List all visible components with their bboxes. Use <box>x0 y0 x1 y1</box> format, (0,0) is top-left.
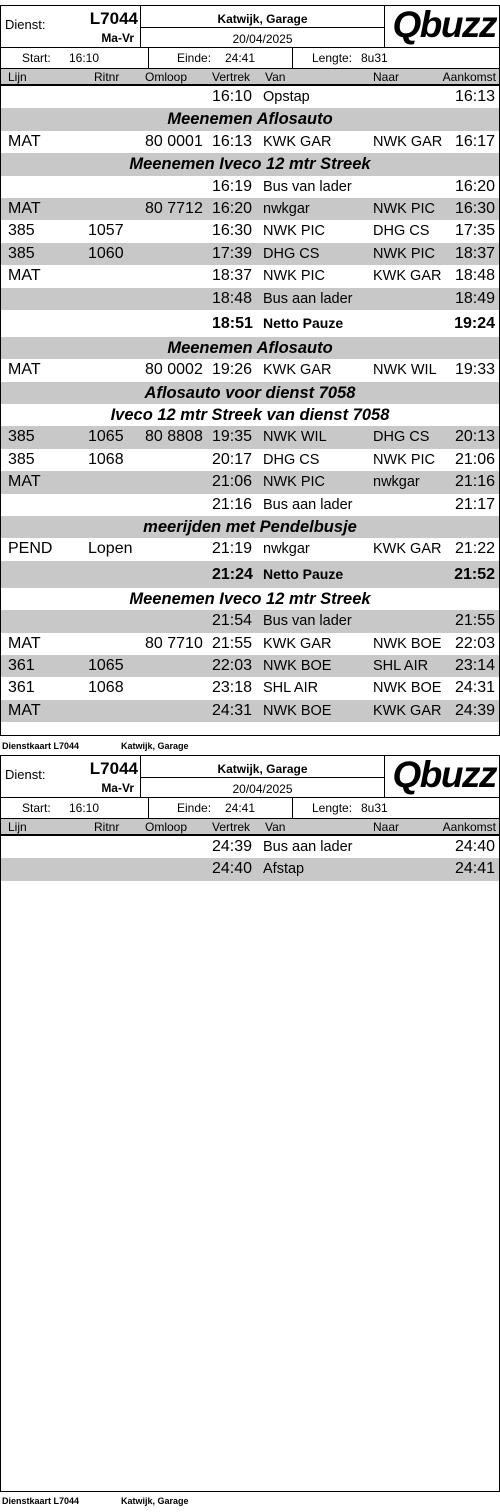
col-aankomst: Aankomst <box>442 70 496 84</box>
section-heading: Meenemen Aflosauto <box>167 338 333 357</box>
card-header <box>1 756 499 798</box>
dienst-days: Ma-Vr <box>101 31 134 45</box>
table-row <box>1 471 499 493</box>
cell-vertrek: 21:55 <box>212 634 253 652</box>
cell-naar: DHG CS <box>373 223 430 240</box>
cell-aankomst: 20:13 <box>454 428 495 446</box>
cell-van: NWK BOE <box>263 702 332 719</box>
cell-aankomst: 21:17 <box>454 495 495 513</box>
dienst-number: L7044 <box>89 9 138 28</box>
table-row <box>1 359 499 381</box>
cell-lijn: PEND <box>8 540 53 558</box>
cell-vertrek: 16:10 <box>212 88 253 105</box>
cell-van: DHG CS <box>263 245 320 262</box>
cell-van: nwkgar <box>263 541 310 558</box>
cell-vertrek: 21:54 <box>212 612 253 630</box>
table-row <box>1 426 499 448</box>
col-omloop: Omloop <box>145 820 188 834</box>
cell-lijn: MAT <box>8 132 41 150</box>
cell-vertrek: 24:40 <box>212 860 253 878</box>
cell-vertrek: 18:48 <box>212 289 253 307</box>
cell-omloop: 80 7710 <box>145 634 203 652</box>
cell-naar: KWK GAR <box>373 541 442 558</box>
col-naar: Naar <box>373 820 400 834</box>
col-ritnr: Ritnr <box>94 70 120 84</box>
cell-ritnr: 1068 <box>88 450 124 468</box>
table-row <box>1 633 499 655</box>
cell-van: Bus aan lader <box>263 290 353 307</box>
cell-van: Bus aan lader <box>263 839 353 855</box>
table-row <box>1 449 499 471</box>
start-label: Start: <box>22 51 51 65</box>
cell-aankomst: 16:30 <box>454 199 495 217</box>
cell-ritnr: 1065 <box>88 428 124 446</box>
cell-naar: NWK BOE <box>373 680 442 697</box>
col-van: Van <box>265 820 286 834</box>
section-heading-row <box>1 153 499 175</box>
cell-aankomst: 21:16 <box>454 473 495 491</box>
cell-van: KWK GAR <box>263 362 332 379</box>
cell-aankomst: 18:49 <box>454 289 495 307</box>
cell-aankomst: 21:55 <box>454 612 495 630</box>
cell-vertrek: 16:30 <box>212 222 253 240</box>
cell-lijn: 385 <box>8 222 35 240</box>
footer-location: Katwijk, Garage <box>121 741 189 751</box>
cell-van: Afstap <box>263 861 305 878</box>
cell-vertrek: 24:39 <box>212 838 253 855</box>
qbuzz-logo: Qbuzz <box>392 4 496 45</box>
einde-label: Einde: <box>177 51 212 65</box>
cell-aankomst: 21:52 <box>454 565 495 583</box>
cell-naar: DHG CS <box>373 429 430 446</box>
cell-vertrek: 21:19 <box>212 540 253 558</box>
cell-omloop: 80 0002 <box>145 361 203 379</box>
lengte-cell <box>293 48 500 69</box>
divider <box>141 777 384 778</box>
col-aankomst: Aankomst <box>442 820 496 834</box>
logo-cell <box>385 756 500 798</box>
col-naar: Naar <box>373 70 400 84</box>
cell-lijn: 385 <box>8 450 35 468</box>
cell-naar: SHL AIR <box>373 657 429 674</box>
dienstkaart-page-2 <box>0 755 500 1492</box>
dienst-label: Dienst: <box>5 17 46 32</box>
cell-lijn: MAT <box>8 267 41 285</box>
cell-lijn: MAT <box>8 473 41 491</box>
dienst-days: Ma-Vr <box>101 781 134 795</box>
col-vertrek: Vertrek <box>212 820 251 834</box>
einde-label: Einde: <box>177 801 212 815</box>
logo-cell <box>385 6 500 48</box>
dienstkaart-page-1 <box>0 5 500 736</box>
table-row <box>1 198 499 220</box>
lengte-value: 8u31 <box>361 801 388 815</box>
divider <box>141 27 384 28</box>
section-heading-row <box>1 516 499 538</box>
cell-vertrek: 16:19 <box>212 177 253 195</box>
cell-van: Bus van lader <box>263 178 352 195</box>
dienst-label: Dienst: <box>5 767 46 782</box>
footer-kaart: Dienstkaart L7044 <box>2 1496 80 1506</box>
lengte-label: Lengte: <box>312 801 353 815</box>
cell-van: Bus aan lader <box>263 496 353 513</box>
cell-naar: NWK PIC <box>373 451 436 468</box>
col-vertrek: Vertrek <box>212 70 251 84</box>
col-van: Van <box>265 70 286 84</box>
lengte-value: 8u31 <box>361 51 388 65</box>
cell-aankomst: 24:41 <box>454 860 495 878</box>
table-row <box>1 220 499 242</box>
cell-vertrek: 18:51 <box>212 314 253 332</box>
lengte-label: Lengte: <box>312 51 353 65</box>
cell-vertrek: 21:16 <box>212 495 253 513</box>
col-lijn: Lijn <box>8 820 27 834</box>
pause-row <box>1 310 499 337</box>
cell-aankomst: 16:20 <box>454 177 495 195</box>
cell-van: KWK GAR <box>263 133 332 150</box>
cell-lijn: 385 <box>8 244 35 262</box>
cell-aankomst: 17:35 <box>454 222 495 240</box>
cell-aankomst: 21:22 <box>454 540 495 558</box>
cell-van: NWK PIC <box>263 268 326 285</box>
cell-lijn: MAT <box>8 701 41 719</box>
section-heading: Iveco 12 mtr Streek van dienst 7058 <box>110 406 390 425</box>
cell-aankomst: 24:31 <box>454 679 495 697</box>
table-row <box>1 858 499 880</box>
cell-naar: nwkgar <box>373 474 420 491</box>
cell-naar: NWK PIC <box>373 200 436 217</box>
cell-naar: NWK PIC <box>373 245 436 262</box>
cell-vertrek: 21:06 <box>212 473 253 491</box>
table-row <box>1 86 499 108</box>
cell-ritnr: Lopen <box>88 540 133 558</box>
cell-aankomst: 24:39 <box>454 701 495 719</box>
cell-vertrek: 19:26 <box>212 361 253 379</box>
cell-ritnr: 1057 <box>88 222 124 240</box>
cell-lijn: MAT <box>8 634 41 652</box>
dienst-cell <box>1 6 141 48</box>
cell-vertrek: 21:24 <box>212 565 253 583</box>
einde-time: 24:41 <box>225 51 256 65</box>
cell-omloop: 80 7712 <box>145 199 203 217</box>
cell-van: Opstap <box>263 89 310 105</box>
einde-cell <box>149 798 293 819</box>
start-label: Start: <box>22 801 51 815</box>
cell-naar: NWK WIL <box>373 362 437 379</box>
lengte-cell <box>293 798 500 819</box>
table-row <box>1 538 499 560</box>
start-cell <box>1 798 149 819</box>
location-name: Katwijk, Garage <box>217 12 308 26</box>
cell-ritnr: 1060 <box>88 244 124 262</box>
table-row <box>1 288 499 310</box>
cell-lijn: MAT <box>8 361 41 379</box>
cell-aankomst: 23:14 <box>454 656 495 674</box>
einde-cell <box>149 48 293 69</box>
cell-lijn: 361 <box>8 679 35 697</box>
section-heading: Meenemen Iveco 12 mtr Streek <box>129 589 371 608</box>
section-heading-row <box>1 588 499 610</box>
cell-naar: NWK BOE <box>373 635 442 652</box>
table-row <box>1 243 499 265</box>
cell-vertrek: 16:13 <box>212 132 253 150</box>
schedule-table <box>1 86 499 722</box>
schedule-table <box>1 836 499 881</box>
table-row <box>1 131 499 153</box>
cell-lijn: MAT <box>8 199 41 217</box>
cell-ritnr: 1065 <box>88 656 124 674</box>
dienst-number: L7044 <box>89 759 138 778</box>
section-heading-row <box>1 108 499 130</box>
section-heading-row <box>1 337 499 359</box>
cell-aankomst: 19:33 <box>454 361 495 379</box>
table-row <box>1 836 499 858</box>
service-date: 20/04/2025 <box>232 782 293 796</box>
section-heading: meerijden met Pendelbusje <box>143 518 357 537</box>
table-row <box>1 265 499 287</box>
cell-aankomst: 22:03 <box>454 634 495 652</box>
table-row <box>1 494 499 516</box>
cell-omloop: 80 0001 <box>145 132 203 150</box>
location-cell <box>141 756 385 798</box>
table-row <box>1 677 499 699</box>
column-header <box>1 69 499 86</box>
section-heading: Aflosauto voor dienst 7058 <box>144 383 356 402</box>
card-header <box>1 6 499 48</box>
cell-aankomst: 19:24 <box>454 314 495 332</box>
cell-van: DHG CS <box>263 451 320 468</box>
einde-time: 24:41 <box>225 801 256 815</box>
table-row <box>1 176 499 198</box>
cell-vertrek: 18:37 <box>212 267 253 285</box>
cell-van: KWK GAR <box>263 635 332 652</box>
cell-van: Netto Pauze <box>263 565 344 582</box>
cell-van: NWK PIC <box>263 223 326 240</box>
times-bar <box>1 48 499 69</box>
cell-vertrek: 24:31 <box>212 701 253 719</box>
times-bar <box>1 798 499 819</box>
cell-vertrek: 17:39 <box>212 244 253 262</box>
cell-naar: NWK GAR <box>373 133 443 150</box>
cell-van: NWK BOE <box>263 657 332 674</box>
cell-naar: KWK GAR <box>373 702 442 719</box>
col-lijn: Lijn <box>8 70 27 84</box>
footer-location: Katwijk, Garage <box>121 1496 189 1506</box>
table-row <box>1 700 499 722</box>
location-name: Katwijk, Garage <box>217 762 308 776</box>
col-ritnr: Ritnr <box>94 820 120 834</box>
cell-vertrek: 23:18 <box>212 679 253 697</box>
section-heading-row <box>1 404 499 426</box>
section-heading: Meenemen Aflosauto <box>167 110 333 129</box>
qbuzz-logo: Qbuzz <box>392 754 496 795</box>
cell-aankomst: 16:13 <box>454 88 495 105</box>
service-date: 20/04/2025 <box>232 32 293 46</box>
start-time: 16:10 <box>69 51 100 65</box>
cell-van: Bus van lader <box>263 613 352 630</box>
start-cell <box>1 48 149 69</box>
cell-lijn: 385 <box>8 428 35 446</box>
cell-aankomst: 16:17 <box>454 132 495 150</box>
table-row <box>1 610 499 632</box>
cell-van: NWK WIL <box>263 429 327 446</box>
pause-row <box>1 561 499 588</box>
cell-aankomst: 24:40 <box>454 838 495 855</box>
cell-aankomst: 21:06 <box>454 450 495 468</box>
table-row <box>1 655 499 677</box>
cell-aankomst: 18:37 <box>454 244 495 262</box>
cell-naar: KWK GAR <box>373 268 442 285</box>
cell-aankomst: 18:48 <box>454 267 495 285</box>
dienst-cell <box>1 756 141 798</box>
cell-van: NWK PIC <box>263 474 326 491</box>
cell-vertrek: 20:17 <box>212 450 253 468</box>
cell-vertrek: 16:20 <box>212 199 253 217</box>
start-time: 16:10 <box>69 801 100 815</box>
column-header <box>1 819 499 836</box>
location-cell <box>141 6 385 48</box>
cell-vertrek: 19:35 <box>212 428 253 446</box>
cell-omloop: 80 8808 <box>145 428 203 446</box>
section-heading-row <box>1 382 499 404</box>
col-omloop: Omloop <box>145 70 188 84</box>
footer-kaart: Dienstkaart L7044 <box>2 741 80 751</box>
cell-van: SHL AIR <box>263 680 319 697</box>
section-heading: Meenemen Iveco 12 mtr Streek <box>129 155 371 174</box>
cell-ritnr: 1068 <box>88 679 124 697</box>
cell-vertrek: 22:03 <box>212 656 253 674</box>
cell-lijn: 361 <box>8 656 35 674</box>
cell-van: nwkgar <box>263 200 310 217</box>
cell-van: Netto Pauze <box>263 314 344 331</box>
